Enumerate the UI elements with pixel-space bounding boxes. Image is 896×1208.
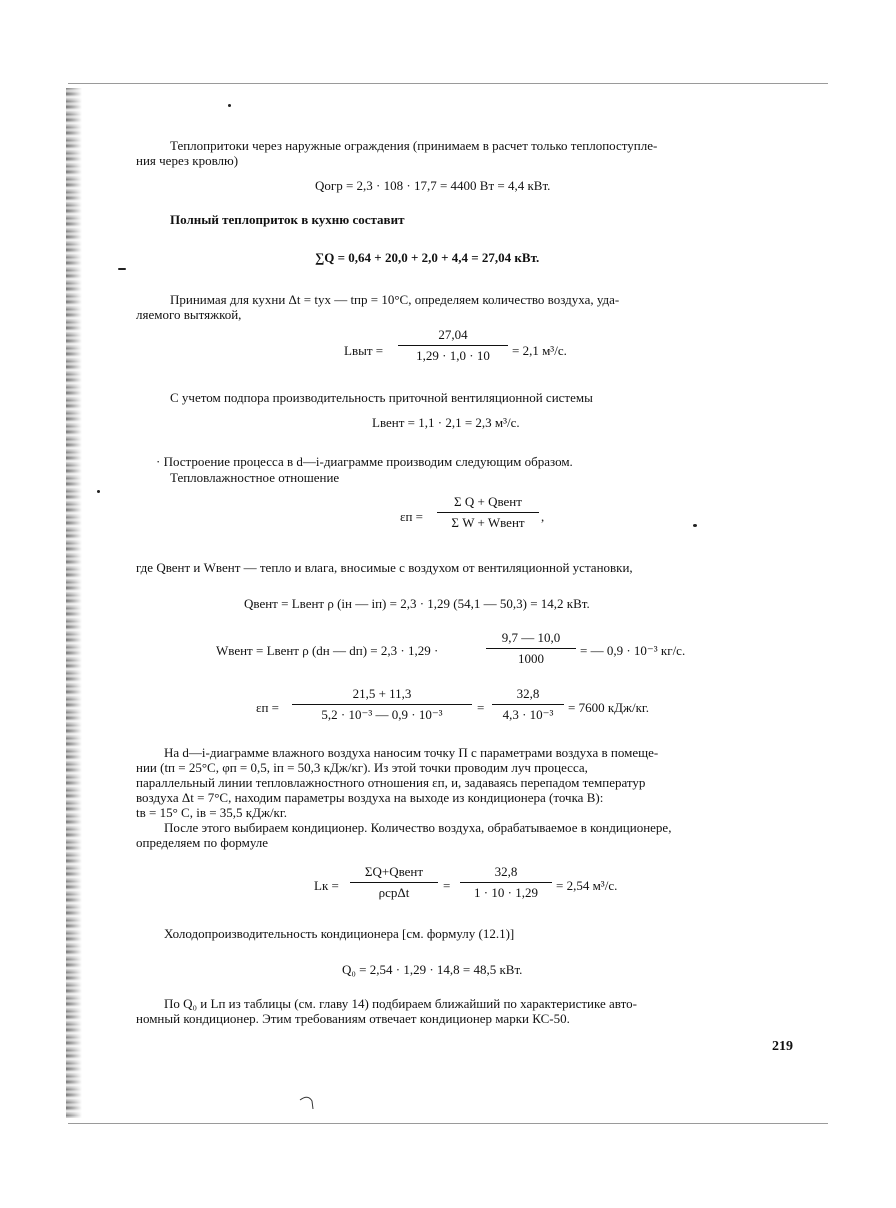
paragraph-diagram-point-line3: параллельный линии тепловлажностного отношения εп, и, задаваясь перепадом температур bbox=[136, 775, 646, 790]
pencil-mark-icon bbox=[298, 1092, 318, 1112]
paragraph-selection-line2: номный кондиционер. Этим требованиям отвечает кондиционер марки КС-50. bbox=[136, 1011, 570, 1026]
paragraph-where: где Qвент и Wвент — тепло и влага, вносимые с воздухом от вентиляционной установки, bbox=[136, 560, 633, 575]
equation-lk-lhs: Lк = bbox=[314, 878, 339, 893]
equation-lk-denominator-2: 1 · 10 · 1,29 bbox=[474, 885, 538, 900]
paragraph-diagram-point-line5: tв = 15° С, iв = 35,5 кДж/кг. bbox=[136, 805, 287, 820]
equation-ep2-denominator-2: 4,3 · 10⁻³ bbox=[502, 707, 554, 722]
equation-l-vyt-numerator: 27,04 bbox=[398, 327, 508, 346]
page-number: 219 bbox=[772, 1039, 793, 1054]
bottom-rule bbox=[68, 1123, 828, 1124]
equation-w-vent-denominator: 1000 bbox=[518, 651, 544, 666]
paragraph-supply-system: С учетом подпора производительность приточной вентиляционной системы bbox=[170, 390, 593, 405]
paragraph-diagram-point-line4: воздуха Δt = 7°С, находим параметры воздуха на выходе из кондиционера (точка В): bbox=[136, 790, 604, 805]
scan-speck bbox=[118, 268, 126, 270]
equation-ep-denominator: Σ W + Wвент bbox=[451, 515, 525, 530]
equation-ep2-equals: = bbox=[477, 700, 485, 715]
equation-ep-fraction bbox=[437, 494, 539, 531]
equation-l-vyt-denominator: 1,29 · 1,0 · 10 bbox=[416, 348, 490, 363]
equation-q-vent: Qвент = Lвент ρ (iн — iп) = 2,3 · 1,29 (54,1 — 50,3) = 14,2 кВт. bbox=[244, 596, 590, 611]
scan-speck bbox=[97, 490, 100, 493]
scan-speck bbox=[693, 524, 697, 527]
paragraph-diagram-point-line2: нии (tп = 25°С, φп = 0,5, iп = 50,3 кДж/кг). Из этой точки проводим луч процесса, bbox=[136, 760, 588, 775]
equation-sum-q: ∑Q = 0,64 + 20,0 + 2,0 + 4,4 = 27,04 кВт. bbox=[315, 250, 540, 265]
equation-lk-fraction-1 bbox=[350, 864, 438, 901]
equation-ep2-rhs: = 7600 кДж/кг. bbox=[568, 700, 650, 715]
equation-l-vyt-fraction bbox=[398, 327, 508, 364]
equation-q0: Q₀ = 2,54 · 1,29 · 14,8 = 48,5 кВт. bbox=[342, 962, 523, 977]
scan-speck bbox=[228, 104, 231, 107]
equation-w-vent-fraction bbox=[486, 630, 576, 667]
equation-ep2-numerator-1: 21,5 + 11,3 bbox=[292, 686, 472, 705]
paragraph-di-diagram: · Построение процесса в d—i-диаграмме производим следующим образом. bbox=[156, 454, 573, 469]
equation-ep2-numerator-2: 32,8 bbox=[492, 686, 564, 705]
equation-q-ogr: Qогр = 2,3 · 108 · 17,7 = 4400 Вт = 4,4 кВт. bbox=[315, 178, 551, 193]
paragraph-choose-conditioner-line1: После этого выбираем кондиционер. Количество воздуха, обрабатываемое в кондиционере, bbox=[164, 820, 672, 835]
equation-ep2-fraction-1 bbox=[292, 686, 472, 723]
equation-w-vent-lhs: Wвент = Lвент ρ (dн — dп) = 2,3 · 1,29 · bbox=[216, 643, 439, 658]
equation-l-vyt-rhs: = 2,1 м³/с. bbox=[512, 343, 567, 358]
paragraph-heat-gain-line2: ния через кровлю) bbox=[136, 153, 239, 168]
equation-lk-equals: = bbox=[443, 878, 451, 893]
equation-ep-numerator: Σ Q + Qвент bbox=[437, 494, 539, 513]
equation-lk-fraction-2 bbox=[460, 864, 552, 901]
paragraph-heat-gain-line1: Теплопритоки через наружные ограждения (принимаем в расчет только теплопоступле- bbox=[170, 138, 658, 153]
equation-w-vent-rhs: = — 0,9 · 10⁻³ кг/с. bbox=[580, 643, 686, 658]
paragraph-total-heat: Полный теплоприток в кухню составит bbox=[170, 212, 405, 227]
paragraph-diagram-point-line1: На d—i-диаграмме влажного воздуха наносим точку П с параметрами воздуха в помеще- bbox=[164, 745, 659, 760]
equation-l-vyt-lhs: Lвыт = bbox=[344, 343, 384, 358]
equation-w-vent-numerator: 9,7 — 10,0 bbox=[486, 630, 576, 649]
equation-ep-lhs: εп = bbox=[400, 509, 423, 524]
equation-l-vent: Lвент = 1,1 · 2,1 = 2,3 м³/с. bbox=[372, 415, 520, 430]
top-rule bbox=[68, 83, 828, 84]
paragraph-delta-t-line2: ляемого вытяжкой, bbox=[136, 307, 242, 322]
equation-lk-numerator-1: ΣQ+Qвент bbox=[350, 864, 438, 883]
equation-lk-numerator-2: 32,8 bbox=[460, 864, 552, 883]
equation-ep2-fraction-2 bbox=[492, 686, 564, 723]
equation-ep-comma: , bbox=[541, 509, 545, 524]
paragraph-cooling-capacity: Холодопроизводительность кондиционера [см. формулу (12.1)] bbox=[164, 926, 515, 941]
equation-lk-rhs: = 2,54 м³/с. bbox=[556, 878, 618, 893]
paragraph-delta-t-line1: Принимая для кухни Δt = tух — tпр = 10°С, определяем количество воздуха, уда- bbox=[170, 292, 620, 307]
paragraph-heat-moisture-ratio: Тепловлажностное отношение bbox=[170, 470, 340, 485]
paragraph-selection-line1: По Q₀ и Lп из таблицы (см. главу 14) подбираем ближайший по характеристике авто- bbox=[164, 996, 637, 1011]
equation-ep2-lhs: εп = bbox=[256, 700, 279, 715]
scan-binding-edge bbox=[66, 88, 82, 1118]
equation-lk-denominator-1: ρcрΔt bbox=[378, 885, 410, 900]
paragraph-choose-conditioner-line2: определяем по формуле bbox=[136, 835, 268, 850]
equation-ep2-denominator-1: 5,2 · 10⁻³ — 0,9 · 10⁻³ bbox=[321, 707, 443, 722]
